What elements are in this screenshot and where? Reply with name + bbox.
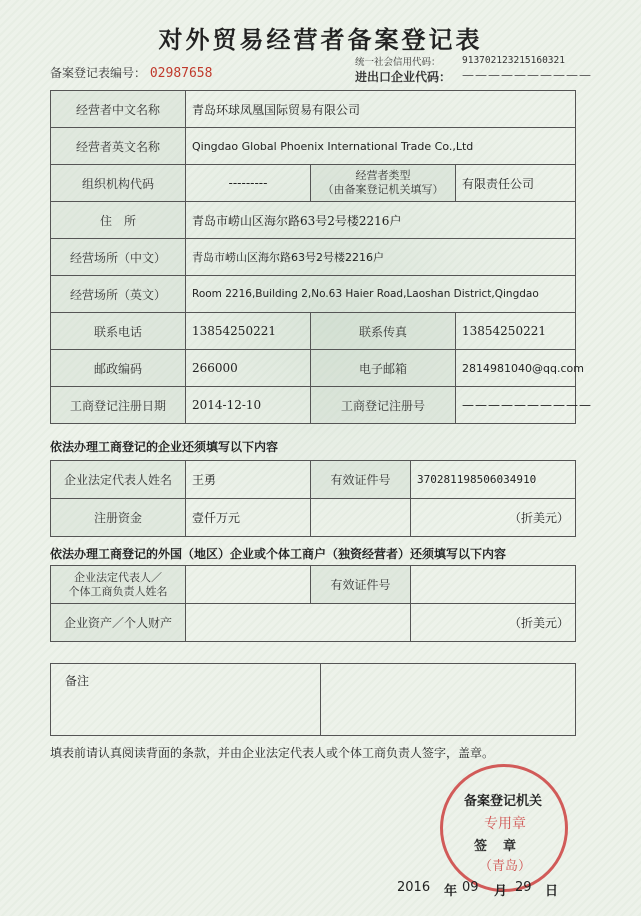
en-name-value: Qingdao Global Phoenix International Trade Co.,Ltd: [186, 128, 576, 165]
rep-label: [51, 566, 186, 604]
org-code-value: ---------: [186, 165, 311, 202]
operator-info-table: [50, 90, 592, 424]
date-year-char: 年: [444, 884, 458, 899]
reg-date-value: 2014-12-10: [186, 387, 311, 424]
foreign-enterprise-table: [50, 565, 576, 642]
operator-type-label-line2: （由备案登记机关填写）: [322, 183, 444, 196]
notice-text: 填表前请认真阅读背面的条款，并由企业法定代表人或个体工商负责人签字，盖章。: [50, 746, 495, 760]
fax-label: 联系传真: [311, 313, 456, 350]
capital-unit: （折美元）: [411, 499, 576, 537]
date-day-char: 日: [545, 884, 559, 899]
phone-label: 联系电话: [51, 313, 186, 350]
id-no-value: 370281198506034910: [411, 461, 576, 499]
registration-number-value: 02987658: [149, 66, 213, 81]
seal-city: （青岛）: [478, 859, 531, 874]
rep-label-line2: 个体工商负责人姓名: [68, 584, 168, 598]
foreign-id-value: [411, 566, 576, 604]
biz-place-en-value: Room 2216,Building 2,No.63 Haier Road,Laoshan District,Qingdao: [186, 276, 576, 313]
capital-label: 注册资金: [51, 499, 186, 537]
en-name-label: 经营者英文名称: [51, 128, 186, 165]
reg-no-label: 工商登记注册号: [311, 387, 456, 424]
sign-label: 签章: [473, 839, 532, 854]
section-3-title: 依法办理工商登记的外国（地区）企业或个体工商户（独资经营者）还须填写以下内容: [50, 547, 507, 561]
seal-text: 专用章: [484, 816, 526, 832]
import-export-code-value: ——————————: [462, 68, 592, 82]
org-code-label: 组织机构代码: [51, 165, 186, 202]
email-value: 2814981040@qq.com: [456, 350, 576, 387]
import-export-code-label: 进出口企业代码：: [355, 70, 452, 84]
cn-name-value: 青岛环球凤凰国际贸易有限公司: [186, 91, 576, 128]
legal-rep-label: 企业法定代表人姓名: [51, 461, 186, 499]
credit-code-value: 913702123215160321: [462, 55, 565, 66]
rep-label-line1: 企业法定代表人／: [74, 570, 162, 584]
zip-label: 邮政编码: [51, 350, 186, 387]
operator-type-value: 有限责任公司: [456, 165, 576, 202]
registration-authority-label: 备案登记机关: [463, 794, 542, 809]
date-day: 29: [515, 880, 532, 895]
reg-date-label: 工商登记注册日期: [51, 387, 186, 424]
assets-label: 企业资产／个人财产: [51, 604, 186, 642]
document-title: 对外贸易经营者备案登记表: [158, 26, 483, 54]
cn-name-label: 经营者中文名称: [51, 91, 186, 128]
biz-place-cn-label: 经营场所（中文）: [51, 239, 186, 276]
zip-value: 266000: [186, 350, 311, 387]
capital-value: 壹仟万元: [186, 499, 311, 537]
fax-value: 13854250221: [456, 313, 576, 350]
biz-place-cn-value: 青岛市崂山区海尔路63号2号楼2216户: [186, 239, 576, 276]
registration-number: [50, 64, 212, 81]
phone-value: 13854250221: [186, 313, 311, 350]
address-value: 青岛市崂山区海尔路63号2号楼2216户: [186, 202, 576, 239]
enterprise-table: [50, 460, 576, 537]
date-month-char: 月: [494, 884, 508, 899]
biz-place-en-label: 经营场所（英文）: [51, 276, 186, 313]
id-no-label: 有效证件号: [311, 461, 411, 499]
credit-code-label: 统一社会信用代码：: [355, 57, 441, 68]
assets-unit: （折美元）: [411, 604, 576, 642]
address-label: 住 所: [51, 202, 186, 239]
registration-number-label: 备案登记表编号：: [50, 66, 147, 80]
date-month: 09: [462, 880, 479, 895]
remarks-value: [321, 664, 576, 736]
operator-type-label-line1: 经营者类型: [355, 169, 411, 182]
section-2-title: 依法办理工商登记的企业还须填写以下内容: [50, 440, 279, 454]
remarks-label: 备注: [51, 664, 321, 736]
capital-blank: [311, 499, 411, 537]
foreign-id-label: 有效证件号: [311, 566, 411, 604]
rep-value: [186, 566, 311, 604]
reg-no-value: ——————————: [456, 387, 576, 424]
assets-value: [186, 604, 411, 642]
remarks-table: [50, 663, 576, 736]
legal-rep-value: 王勇: [186, 461, 311, 499]
operator-type-label: [311, 165, 456, 202]
date-year: 2016: [397, 880, 431, 895]
email-label: 电子邮箱: [311, 350, 456, 387]
